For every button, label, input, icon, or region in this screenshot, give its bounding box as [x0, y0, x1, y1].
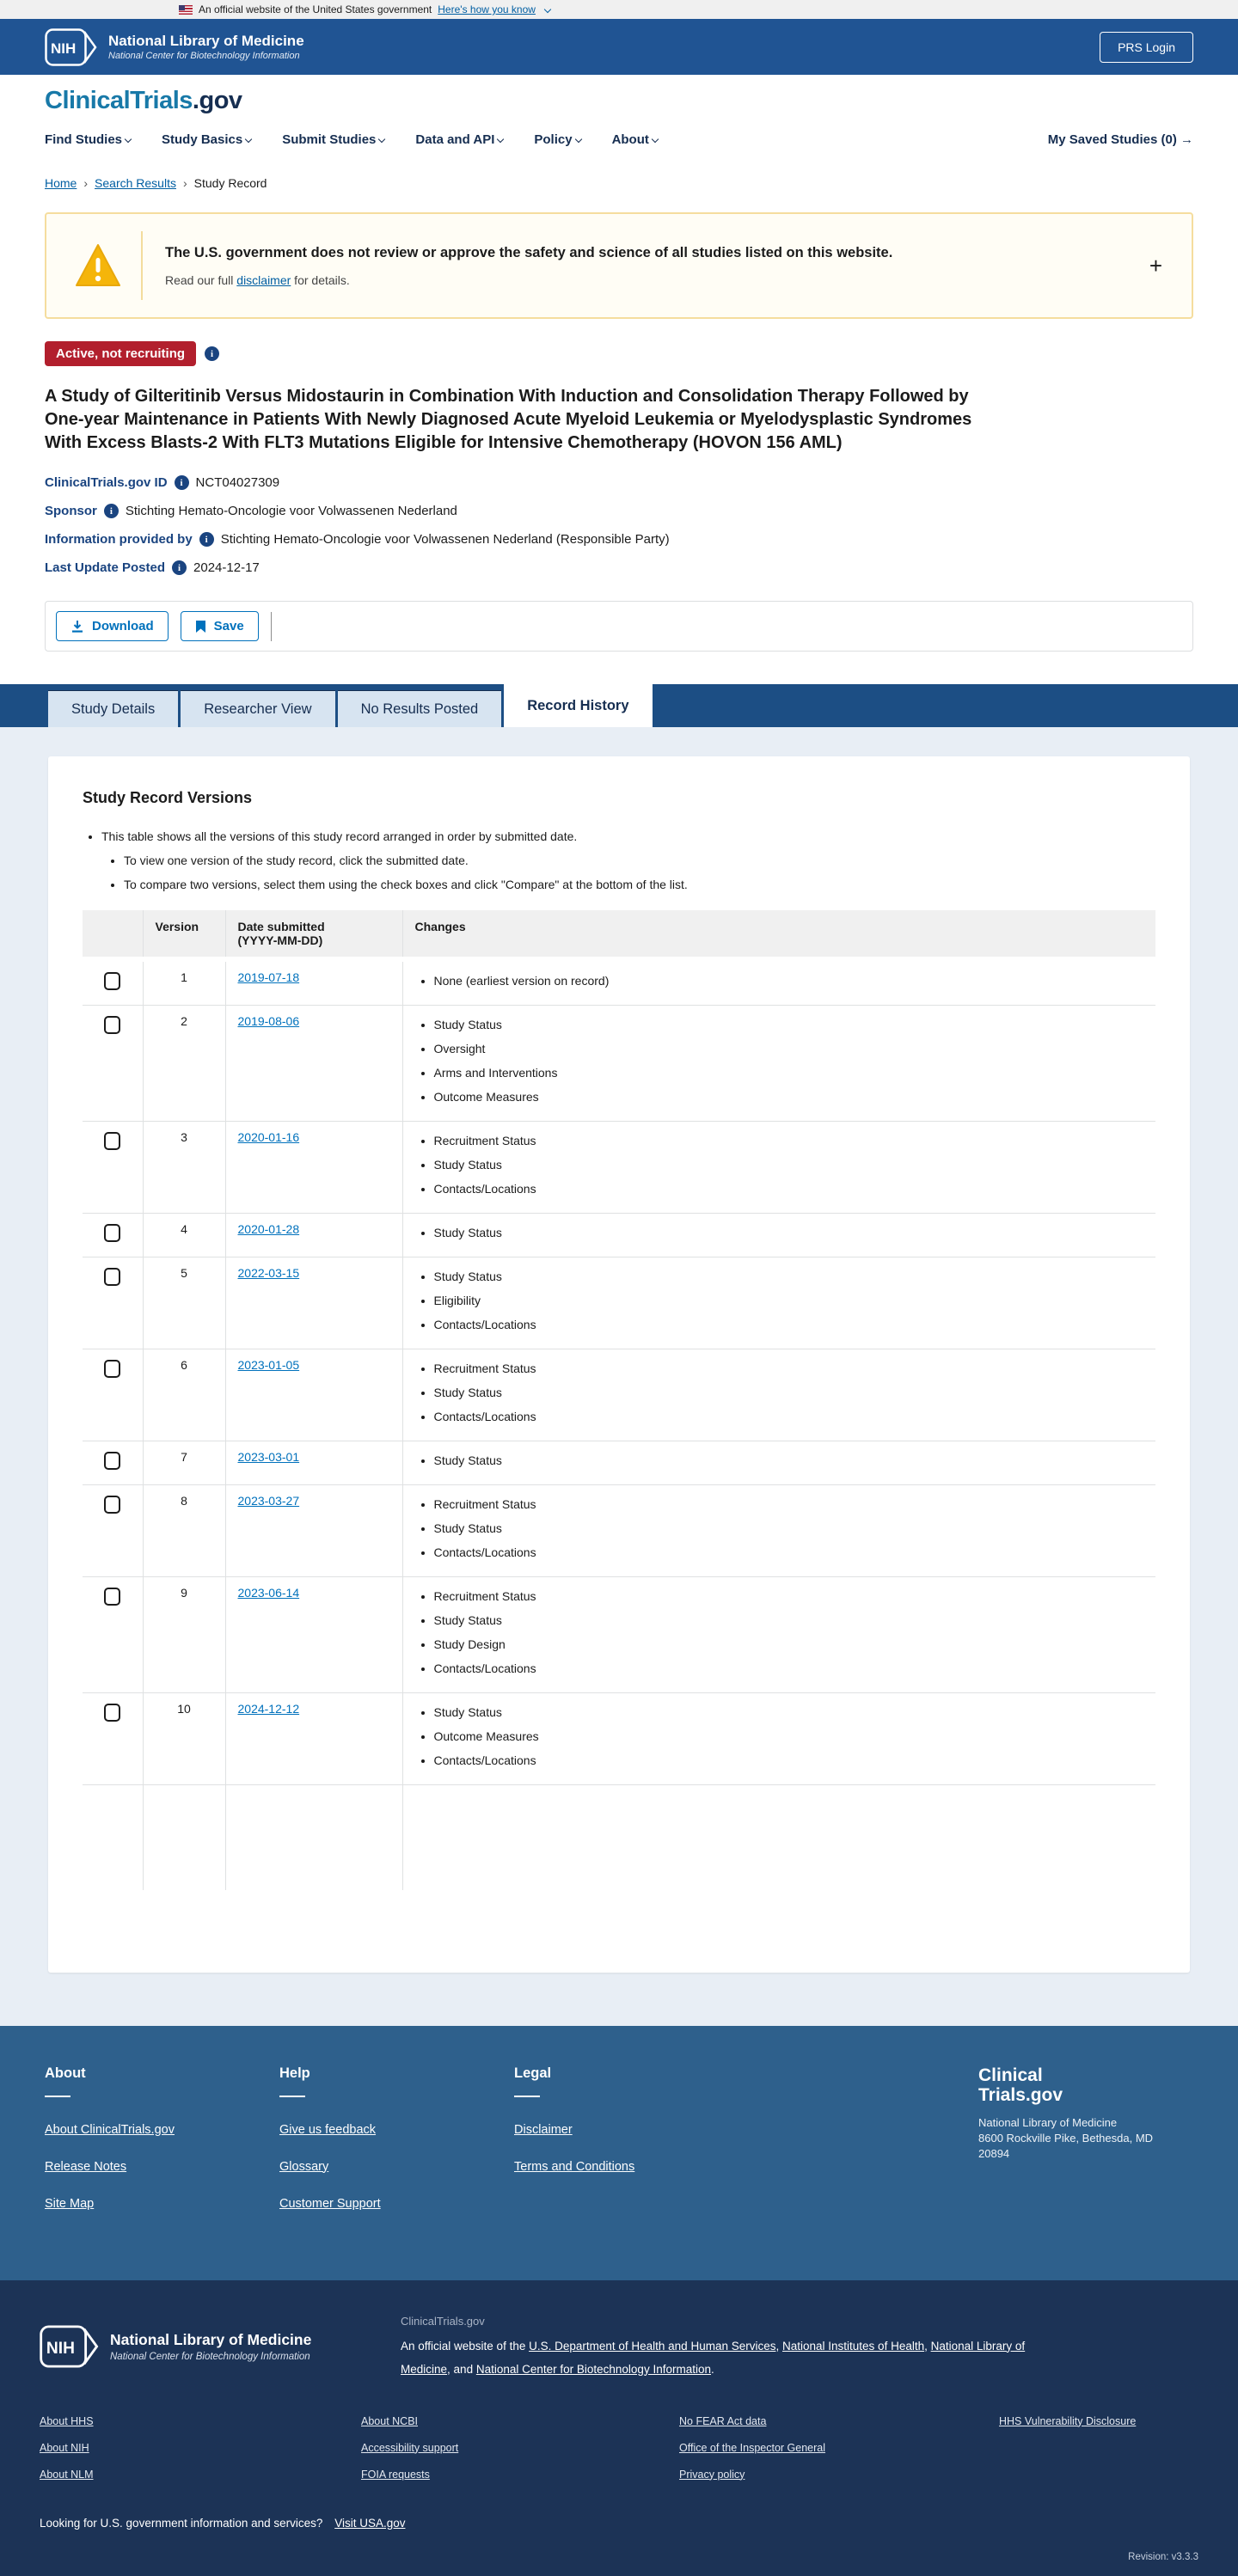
- brand-suffix: .gov: [192, 87, 242, 114]
- gov-footer-link-foia-requests[interactable]: FOIA requests: [361, 2468, 430, 2481]
- official-link-national-institutes-of-health[interactable]: National Institutes of Health: [782, 2339, 925, 2353]
- nih-header: [0, 19, 1238, 75]
- footer-logo: [978, 2065, 1193, 2105]
- usa-prompt: Looking for U.S. government information and services?: [40, 2516, 323, 2530]
- breadcrumb-link-search-results[interactable]: Search Results: [95, 176, 176, 190]
- chevron-down-icon: [544, 6, 551, 13]
- change-item: • Study Status: [434, 1520, 1144, 1537]
- tab-bar: [0, 684, 1238, 727]
- svg-text:NIH: NIH: [46, 2339, 75, 2358]
- version-checkbox[interactable]: [104, 1132, 120, 1150]
- my-saved-studies-link[interactable]: [1048, 132, 1193, 147]
- date-submitted-link[interactable]: 2024-12-12: [237, 1702, 300, 1716]
- version-cell: 2: [143, 1006, 225, 1122]
- date-cell: [225, 1349, 402, 1441]
- changes-cell: [402, 1693, 1155, 1785]
- warning-banner: [45, 212, 1193, 319]
- footer-heading-underline: [45, 2096, 70, 2097]
- gov-footer-link-office-of-the-inspector-general[interactable]: Office of the Inspector General: [679, 2441, 826, 2454]
- chevron-down-icon: [497, 136, 504, 143]
- versions-table-header: [83, 910, 1155, 959]
- save-button[interactable]: [181, 611, 259, 641]
- date-submitted-link[interactable]: 2022-03-15: [237, 1266, 300, 1280]
- change-item: • Study Status: [434, 1016, 1144, 1033]
- gov-footer-link-about-nlm[interactable]: About NLM: [40, 2468, 94, 2481]
- status-row: [45, 341, 1193, 366]
- table-row-version-4: [83, 1214, 1155, 1257]
- footer-link-glossary[interactable]: Glossary: [279, 2159, 329, 2174]
- prs-login-button[interactable]: PRS Login: [1100, 32, 1193, 63]
- footer-column-about: [45, 2065, 279, 2234]
- gov-footer-link-empty: [999, 2469, 1198, 2481]
- gov-footer-link-about-ncbi[interactable]: About NCBI: [361, 2414, 419, 2427]
- footer-column-links: [45, 2123, 279, 2211]
- changes-cell: [402, 959, 1155, 1006]
- arrow-right-icon: →: [1180, 132, 1193, 147]
- tab-researcher-view[interactable]: Researcher View: [181, 690, 334, 727]
- intro-text: This table shows all the versions of this study record arranged in order by submitted date.: [101, 829, 578, 843]
- date-submitted-link[interactable]: 2019-08-06: [237, 1014, 300, 1028]
- nav-item-label: Submit Studies: [282, 132, 377, 147]
- version-checkbox[interactable]: [104, 1588, 120, 1606]
- checkbox-cell: [83, 1349, 143, 1441]
- header-date-line2: (YYYY-MM-DD): [237, 933, 323, 947]
- gov-footer-links: [40, 2415, 1198, 2481]
- changes-list: [434, 1268, 1144, 1333]
- changes-cell: [402, 1441, 1155, 1485]
- checkbox-cell: [83, 1577, 143, 1693]
- field-value: NCT04027309: [195, 475, 280, 490]
- download-label: Download: [92, 619, 154, 633]
- nav-item-label: Data and API: [415, 132, 495, 147]
- official-sep: .: [710, 2362, 714, 2376]
- breadcrumb-separator: ›: [83, 176, 89, 190]
- save-label: Save: [213, 619, 244, 633]
- footer-column-legal: [514, 2065, 749, 2234]
- date-cell: [225, 1441, 402, 1485]
- footer-brand-line2: Trials.gov: [978, 2084, 1063, 2105]
- intro-sub-item: • To compare two versions, select them using the check boxes and click "Compare" at the bottom of the list.: [124, 878, 1155, 891]
- header-date-submitted: [225, 910, 402, 959]
- nav-item-study-basics[interactable]: [162, 132, 251, 147]
- breadcrumb: [0, 161, 1238, 190]
- download-icon: [70, 620, 84, 633]
- status-badge: Active, not recruiting: [45, 341, 196, 366]
- changes-cell: [402, 1122, 1155, 1214]
- status-info-icon[interactable]: i: [205, 346, 219, 361]
- intro-list: [101, 829, 1155, 891]
- date-submitted-link[interactable]: 2020-01-28: [237, 1222, 300, 1236]
- warning-triangle-icon: [74, 242, 122, 289]
- gov-footer: [0, 2280, 1238, 2576]
- versions-table-body: [83, 959, 1155, 1890]
- actions-divider: [271, 612, 272, 641]
- version-cell: 6: [143, 1349, 225, 1441]
- field-information-provided-by: [45, 532, 1193, 547]
- nav-item-policy[interactable]: [534, 132, 580, 147]
- field-last-update-posted: [45, 560, 1193, 575]
- study-header: [0, 319, 1238, 575]
- official-statement: [401, 2334, 1054, 2381]
- date-cell: [225, 1214, 402, 1257]
- visit-usa-gov-link[interactable]: Visit USA.gov: [334, 2516, 406, 2530]
- footer-link-about-clinicaltrials-gov[interactable]: About ClinicalTrials.gov: [45, 2122, 175, 2137]
- change-item: • Arms and Interventions: [434, 1064, 1144, 1081]
- nav-item-label: Policy: [534, 132, 573, 147]
- revision-label: Revision: v3.3.3: [1128, 2551, 1198, 2562]
- date-submitted-link[interactable]: 2023-06-14: [237, 1586, 300, 1600]
- footer-address-line: 20894: [978, 2146, 1010, 2160]
- field-nct-id: [45, 475, 1193, 490]
- change-item: • Oversight: [434, 1040, 1144, 1057]
- main-nav: [45, 132, 1193, 161]
- brand-primary: ClinicalTrials: [45, 87, 193, 114]
- checkbox-cell: [83, 1693, 143, 1785]
- footer-column-links: [279, 2123, 514, 2211]
- change-item: • Contacts/Locations: [434, 1316, 1144, 1333]
- header-version: Version: [143, 910, 225, 959]
- field-label: Last Update Posted: [45, 560, 166, 575]
- footer-brand-line1: Clinical: [978, 2065, 1043, 2085]
- version-cell: 4: [143, 1214, 225, 1257]
- changes-list: [434, 1588, 1144, 1677]
- table-row-version-2: [83, 1006, 1155, 1122]
- version-cell: 5: [143, 1257, 225, 1349]
- changes-list: [434, 1496, 1144, 1561]
- chevron-down-icon: [652, 136, 659, 143]
- spacer-cell: [143, 1785, 225, 1890]
- changes-cell: [402, 1257, 1155, 1349]
- warning-text-block: [165, 245, 892, 287]
- version-checkbox[interactable]: [104, 1360, 120, 1378]
- official-sep: ,: [924, 2339, 931, 2353]
- gov-footer-link-about-hhs[interactable]: About HHS: [40, 2414, 94, 2427]
- date-cell: [225, 1485, 402, 1577]
- official-link-national-library-of-medicine[interactable]: National Library of Medicine: [401, 2339, 1026, 2376]
- changes-list: [434, 1224, 1144, 1241]
- changes-list: [434, 1016, 1144, 1105]
- nlm-footer-text: [110, 2331, 311, 2362]
- field-label: ClinicalTrials.gov ID: [45, 475, 168, 490]
- footer-link-give-us-feedback[interactable]: Give us feedback: [279, 2122, 377, 2137]
- change-item: • Study Status: [434, 1224, 1144, 1241]
- nlm-footer-block: [40, 2313, 401, 2381]
- gov-footer-link-accessibility-support[interactable]: Accessibility support: [361, 2441, 459, 2454]
- footer-column-help: [279, 2065, 514, 2234]
- footer-link-site-map[interactable]: Site Map: [45, 2196, 95, 2211]
- site-header: [0, 75, 1238, 161]
- table-row-version-1: [83, 959, 1155, 1006]
- change-item: • Recruitment Status: [434, 1132, 1144, 1149]
- nav-item-label: Find Studies: [45, 132, 122, 147]
- date-submitted-link[interactable]: 2019-07-18: [237, 970, 300, 984]
- date-submitted-link[interactable]: 2023-01-05: [237, 1358, 300, 1372]
- change-item: • Contacts/Locations: [434, 1544, 1144, 1561]
- version-checkbox[interactable]: [104, 1224, 120, 1242]
- version-cell: 1: [143, 959, 225, 1006]
- gov-footer-link-hhs-vulnerability-disclosure[interactable]: HHS Vulnerability Disclosure: [999, 2414, 1137, 2427]
- version-checkbox[interactable]: [104, 1452, 120, 1470]
- footer-address: [978, 2115, 1193, 2162]
- study-title: A Study of Gilteritinib Versus Midostaurin in Combination With Induction and Consolidation Therapy Followed by One-year Maintenance in Patients With Newly Diagnosed Acute Myeloid Leukemia or Myelodysplastic Syndromes With Excess Blasts-2 With FLT3 Mutations Eligible for Intensive Chemotherapy (HOVON 156 AML): [45, 387, 972, 452]
- version-cell: 3: [143, 1122, 225, 1214]
- usa-gov-line: [40, 2517, 1198, 2530]
- nlm-org-block: [108, 33, 304, 61]
- checkbox-cell: [83, 1485, 143, 1577]
- disclaimer-link[interactable]: disclaimer: [236, 272, 291, 287]
- checkbox-cell: [83, 1441, 143, 1485]
- footer-heading-underline: [514, 2096, 540, 2097]
- footer-column-links: [514, 2123, 749, 2174]
- table-empty-spacer: [83, 1785, 1155, 1890]
- table-row-version-6: [83, 1349, 1155, 1441]
- table-row-version-5: [83, 1257, 1155, 1349]
- version-cell: 10: [143, 1693, 225, 1785]
- change-item: • Outcome Measures: [434, 1728, 1144, 1745]
- change-item: • Study Design: [434, 1636, 1144, 1653]
- site-logo[interactable]: [45, 87, 1193, 115]
- tab-record-history[interactable]: Record History: [504, 684, 652, 727]
- main-nav-items: [45, 132, 658, 147]
- download-button[interactable]: [56, 611, 169, 641]
- chevron-down-icon: [378, 136, 385, 143]
- change-item: • Outcome Measures: [434, 1088, 1144, 1105]
- date-cell: [225, 1006, 402, 1122]
- table-row-version-3: [83, 1122, 1155, 1214]
- info-icon[interactable]: i: [104, 504, 119, 518]
- checkbox-cell: [83, 1257, 143, 1349]
- changes-list: [434, 1132, 1144, 1197]
- field-value: Stichting Hemato-Oncologie voor Volwassenen Nederland (Responsible Party): [220, 532, 670, 547]
- chevron-down-icon: [574, 136, 581, 143]
- change-item: • Recruitment Status: [434, 1360, 1144, 1377]
- field-label: Sponsor: [45, 504, 97, 518]
- nav-item-find-studies[interactable]: [45, 132, 131, 147]
- nih-logo-icon: [40, 2325, 100, 2368]
- checkbox-cell: [83, 1006, 143, 1122]
- footer-link-disclaimer[interactable]: Disclaimer: [514, 2122, 573, 2137]
- nav-item-label: About: [611, 132, 649, 147]
- date-cell: [225, 1122, 402, 1214]
- warning-body: [165, 273, 892, 287]
- intro-item: [101, 829, 1155, 891]
- field-value: Stichting Hemato-Oncologie voor Volwassenen Nederland: [125, 504, 457, 518]
- changes-list: [434, 1704, 1144, 1769]
- official-pre: An official website of the: [401, 2339, 530, 2353]
- version-cell: 8: [143, 1485, 225, 1577]
- changes-cell: [402, 1214, 1155, 1257]
- info-icon[interactable]: i: [199, 532, 214, 547]
- header-date-line1: Date submitted: [237, 920, 325, 933]
- study-record-versions-card: [48, 756, 1190, 1973]
- date-cell: [225, 959, 402, 1006]
- spacer-cell: [402, 1785, 1155, 1890]
- change-item: • Recruitment Status: [434, 1588, 1144, 1605]
- warning-body-post: for details.: [291, 272, 350, 287]
- gov-footer-link-empty: [999, 2442, 1198, 2454]
- change-item: • Eligibility: [434, 1292, 1144, 1309]
- chevron-down-icon: [125, 136, 132, 143]
- version-checkbox[interactable]: [104, 1704, 120, 1722]
- footer-org-title: National Library of Medicine: [110, 2331, 312, 2348]
- gov-banner-text: An official website of the United States government: [199, 3, 432, 15]
- actions-bar: [45, 601, 1193, 652]
- footer-address-line: National Library of Medicine: [978, 2115, 1118, 2129]
- table-row-version-7: [83, 1441, 1155, 1485]
- date-cell: [225, 1257, 402, 1349]
- spacer-cell: [83, 1785, 143, 1890]
- breadcrumb-current-study-record: Study Record: [193, 176, 267, 190]
- field-value: 2024-12-17: [193, 560, 260, 575]
- study-fields: [45, 475, 1193, 575]
- version-checkbox[interactable]: [104, 1016, 120, 1034]
- warning-body-pre: Read our full: [165, 272, 237, 287]
- version-checkbox[interactable]: [104, 1268, 120, 1286]
- change-item: • Contacts/Locations: [434, 1408, 1144, 1425]
- changes-cell: [402, 1577, 1155, 1693]
- table-row-version-10: [83, 1693, 1155, 1785]
- header-changes: Changes: [402, 910, 1155, 959]
- record-history-panel: [0, 727, 1238, 2026]
- official-and: and: [453, 2362, 476, 2376]
- expand-plus-icon[interactable]: +: [1149, 252, 1162, 278]
- change-item: • Contacts/Locations: [434, 1752, 1144, 1769]
- nav-item-submit-studies[interactable]: [282, 132, 384, 147]
- footer-org-subtitle: National Center for Biotechnology Information: [110, 2352, 310, 2362]
- changes-list: [434, 1360, 1144, 1425]
- nav-item-about[interactable]: [612, 132, 658, 147]
- org-title: National Library of Medicine: [108, 33, 304, 49]
- version-checkbox[interactable]: [104, 1496, 120, 1514]
- gov-footer-top: [40, 2313, 1198, 2381]
- official-link-national-center-for-biotechnology-information[interactable]: National Center for Biotechnology Information: [475, 2362, 711, 2376]
- us-flag-icon: [179, 5, 193, 15]
- changes-list: [434, 972, 1144, 989]
- change-item: • Study Status: [434, 1612, 1144, 1629]
- intro-sublist: [124, 854, 1155, 891]
- chevron-down-icon: [245, 136, 252, 143]
- footer-site-name: ClinicalTrials.gov: [401, 2314, 485, 2328]
- date-submitted-link[interactable]: 2020-01-16: [237, 1130, 300, 1144]
- svg-text:NIH: NIH: [51, 40, 77, 57]
- date-cell: [225, 1693, 402, 1785]
- how-you-know-link[interactable]: Here's how you know: [438, 3, 536, 15]
- change-item: • Study Status: [434, 1452, 1144, 1469]
- breadcrumb-link-home[interactable]: Home: [45, 176, 77, 190]
- official-sep: ,: [775, 2339, 782, 2353]
- changes-cell: [402, 1485, 1155, 1577]
- footer-link-terms-and-conditions[interactable]: Terms and Conditions: [514, 2159, 635, 2174]
- checkbox-cell: [83, 1122, 143, 1214]
- change-item: • Study Status: [434, 1268, 1144, 1285]
- org-subtitle: National Center for Biotechnology Information: [108, 51, 300, 61]
- info-icon[interactable]: i: [175, 475, 189, 490]
- change-item: • None (earliest version on record): [434, 972, 1144, 989]
- tab-study-details[interactable]: Study Details: [48, 690, 178, 727]
- footer-column-heading: About: [45, 2065, 86, 2081]
- gov-footer-link-privacy-policy[interactable]: Privacy policy: [679, 2468, 745, 2481]
- bookmark-icon: [195, 620, 206, 633]
- footer-address-line: 8600 Rockville Pike, Bethesda, MD: [978, 2131, 1154, 2145]
- intro-sub-item: • To view one version of the study record, click the submitted date.: [124, 854, 1155, 867]
- saved-label: My Saved Studies (0): [1047, 132, 1177, 147]
- versions-table: [83, 910, 1155, 1890]
- warning-divider: [141, 231, 143, 300]
- footer-link-release-notes[interactable]: Release Notes: [45, 2159, 127, 2174]
- official-link-u-s-department-of-health-and-human-services[interactable]: U.S. Department of Health and Human Services: [529, 2339, 776, 2353]
- changes-cell: [402, 1006, 1155, 1122]
- change-item: • Study Status: [434, 1384, 1144, 1401]
- checkbox-cell: [83, 959, 143, 1006]
- table-row-version-9: [83, 1577, 1155, 1693]
- footer-column-heading: Help: [279, 2065, 310, 2081]
- field-label: Information provided by: [45, 532, 193, 547]
- change-item: • Study Status: [434, 1156, 1144, 1173]
- footer-column-heading: Legal: [514, 2065, 552, 2081]
- gov-footer-link-about-nih[interactable]: About NIH: [40, 2441, 89, 2454]
- change-item: • Contacts/Locations: [434, 1180, 1144, 1197]
- footer-link-customer-support[interactable]: Customer Support: [279, 2196, 381, 2211]
- change-item: • Study Status: [434, 1704, 1144, 1721]
- official-statement-block: [401, 2313, 1054, 2381]
- warning-headline: The U.S. government does not review or approve the safety and science of all studies listed on this website.: [165, 244, 893, 260]
- card-heading: Study Record Versions: [83, 789, 253, 806]
- version-cell: 9: [143, 1577, 225, 1693]
- site-footer: [0, 2026, 1238, 2280]
- official-sep: ,: [447, 2362, 454, 2376]
- header-checkbox-column: [83, 910, 143, 959]
- nav-item-label: Study Basics: [162, 132, 243, 147]
- breadcrumb-separator: ›: [182, 176, 187, 190]
- tab-no-results-posted[interactable]: No Results Posted: [338, 690, 502, 727]
- changes-cell: [402, 1349, 1155, 1441]
- table-row-version-8: [83, 1485, 1155, 1577]
- nih-logo-icon[interactable]: [45, 28, 98, 66]
- spacer-cell: [225, 1785, 402, 1890]
- footer-brand-block: [978, 2065, 1193, 2234]
- nav-item-data-and-api[interactable]: [415, 132, 503, 147]
- gov-banner: [0, 0, 1238, 19]
- checkbox-cell: [83, 1214, 143, 1257]
- change-item: • Recruitment Status: [434, 1496, 1144, 1513]
- gov-footer-link-no-fear-act-data[interactable]: No FEAR Act data: [679, 2414, 767, 2427]
- date-submitted-link[interactable]: 2023-03-27: [237, 1494, 300, 1508]
- version-cell: 7: [143, 1441, 225, 1485]
- version-checkbox[interactable]: [104, 972, 120, 990]
- change-item: • Contacts/Locations: [434, 1660, 1144, 1677]
- field-sponsor: [45, 504, 1193, 518]
- changes-list: [434, 1452, 1144, 1469]
- info-icon[interactable]: i: [172, 560, 187, 575]
- date-submitted-link[interactable]: 2023-03-01: [237, 1450, 300, 1464]
- date-cell: [225, 1577, 402, 1693]
- footer-heading-underline: [279, 2096, 305, 2097]
